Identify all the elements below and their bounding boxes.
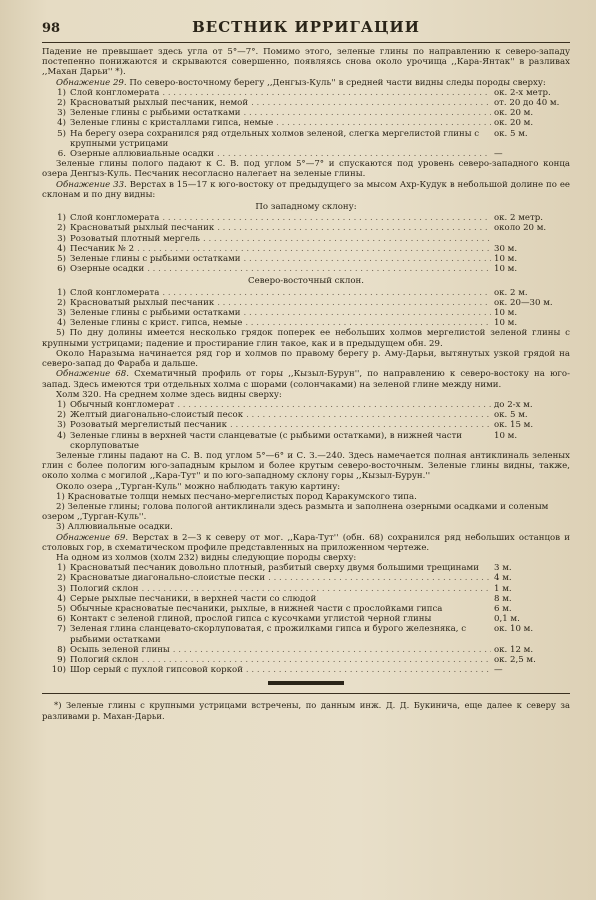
section-row <box>42 244 570 254</box>
section-row <box>42 318 570 328</box>
row-thickness: ок. 15 м. <box>494 420 534 431</box>
row-number: 4) <box>57 243 66 254</box>
intro-paragraph: Падение не превышает здесь угла от 5°—7°. Помимо этого, зеленые глины по направлению к северо-западу постепенно понижаются и скрываются совершенно, появляясь снова около урочища ,,Кара-Янтак'' в разливах ,,Махан Дарьи'' *). <box>42 47 570 78</box>
obs68-section <box>42 400 570 451</box>
row-description: Красноватый рыхлый песчаник, немой <box>70 98 249 109</box>
row-thickness: 10 м. <box>494 264 518 275</box>
row-number: 4) <box>57 118 66 129</box>
row-description: Зеленые глины с крист. гипса, немые <box>70 318 243 329</box>
dot-leader <box>137 244 491 254</box>
section-row <box>42 645 570 655</box>
row-thickness: — <box>494 149 503 160</box>
row-number: 4) <box>57 430 66 441</box>
row-number: 8) <box>57 644 66 655</box>
row-thickness: 4 м. <box>494 573 512 584</box>
section-row <box>42 624 570 644</box>
row-description: Зеленые глины с рыбьими остатками <box>70 308 241 319</box>
dot-leader <box>244 254 492 264</box>
row-thickness: до 2-х м. <box>494 399 533 410</box>
row-number: 1) <box>57 213 66 224</box>
section-row <box>42 563 570 573</box>
dot-leader <box>276 118 491 128</box>
row-thickness: около 20 м. <box>494 223 547 234</box>
section-row <box>42 431 570 451</box>
row-thickness: 10 м. <box>494 318 518 329</box>
row-description: Пологий склон <box>70 654 139 665</box>
obs29-section <box>42 88 570 159</box>
row-description: Пологий склон <box>70 583 139 594</box>
dot-leader <box>230 420 491 430</box>
row-number: 5) <box>57 128 66 139</box>
row-description: Серые рыхлые песчаники, в верхней части со слюдой <box>70 593 317 604</box>
section-row <box>42 665 570 675</box>
row-thickness: ок. 2,5 м. <box>494 654 536 665</box>
row-description: Розоватый плотный мергель <box>70 233 200 244</box>
section-row <box>42 308 570 318</box>
row-number: 3) <box>57 308 66 319</box>
section-row <box>42 223 570 233</box>
row-number: 10) <box>51 665 66 676</box>
obs69-heading <box>42 533 570 553</box>
obs33-ne-section <box>42 288 570 329</box>
row-thickness: ок. 20—30 м. <box>494 297 553 308</box>
row-description: Зеленые глины с рыбьими остатками <box>70 108 241 119</box>
section-row <box>42 420 570 430</box>
turgan-item: 1) Красноватые толщи немых песчано-мергелистых пород Каракумского типа. <box>56 491 417 502</box>
row-number: 1) <box>57 287 66 298</box>
section-row <box>42 655 570 665</box>
dot-leader <box>142 584 491 594</box>
row-number: 7) <box>57 624 66 635</box>
row-thickness: 30 м. <box>494 243 518 254</box>
row-thickness: 3 м. <box>494 563 512 574</box>
row-number: 2) <box>57 410 66 421</box>
row-thickness: ок. 12 м. <box>494 644 534 655</box>
row-description: Зеленые глины с рыбьими остатками <box>70 254 241 265</box>
row-number: 4) <box>57 593 66 604</box>
dot-leader <box>147 264 491 274</box>
obs68-heading <box>42 369 570 389</box>
obs33-west-section <box>42 213 570 274</box>
obs29-text: По северо-восточному берегу ,,Денгыз-Куль'' в средней части видны следы породы сверху: <box>129 77 546 88</box>
row-thickness: от. 20 до 40 м. <box>494 98 560 109</box>
obs68-text: Схематичный профиль от горы ,,Кызыл-Бурун'', по направлению к северо-востоку на юго-запад. Здесь имеются три отдельных холма с шорами (солончаками) на зеленой глине между ними. <box>42 369 571 390</box>
row-thickness: ок. 2 м. <box>494 287 528 298</box>
row-number: 3) <box>57 420 66 431</box>
row-number: 2) <box>57 573 66 584</box>
row-number: 3) <box>57 583 66 594</box>
row-thickness: ок. 2 метр. <box>494 213 543 224</box>
row-description: Контакт с зеленой глиной, прослой гипса с кусочками углистой черной глины <box>70 614 432 625</box>
row-number: 3) <box>57 108 66 119</box>
row-number: 1) <box>57 87 66 98</box>
section-row <box>42 410 570 420</box>
row-description: Зеленая глина сланцевато-скорлуповатая, с прожилками гипса и бурого железняка, с рыбьими остатками <box>70 624 467 645</box>
row-number: 2) <box>57 98 66 109</box>
section-row <box>42 98 570 108</box>
dot-leader <box>162 88 491 98</box>
narazym-paragraph: Около Наразыма начинается ряд гор и холмов по правому берегу р. Аму-Дарьи, вытянутых узкой грядой на северо-запад до Фараба и дальше. <box>42 348 570 370</box>
dot-leader <box>245 318 491 328</box>
row-description: Осыпь зеленой глины <box>70 644 170 655</box>
section-row <box>42 149 570 159</box>
dot-leader <box>162 213 491 223</box>
row-number: 9) <box>57 654 66 665</box>
row-description: Слой конгломерата <box>70 287 160 298</box>
section-row <box>42 288 570 298</box>
dot-leader <box>251 98 491 108</box>
row-description: Обычные красноватые песчаники, рыхлые, в нижней части с прослойками гипса <box>70 603 443 614</box>
obs68-hill-intro: Холм 320. На среднем холме здесь видны сверху: <box>56 389 282 400</box>
row-thickness: — <box>494 665 503 676</box>
row-description: Розоватый мергелистый песчаник <box>70 420 228 431</box>
dot-leader <box>244 308 492 318</box>
section-row <box>42 400 570 410</box>
obs33-label: Обнажение 33. <box>56 179 127 190</box>
row-description: Зеленые глины с кристаллами гипса, немые <box>70 118 274 129</box>
turgan-item: 2) Зеленые глины; голова пологой антиклинали здесь размыта и заполнена озерными осадками и соленым озером ,,Турган-Куль''. <box>42 501 549 523</box>
row-thickness: 10 м. <box>494 308 518 319</box>
dot-leader <box>203 234 491 244</box>
footnote: *) Зеленые глины с крупными устрицами встречены, по данным инж. Д. Д. Букинича, еще далее к северу за разливами р. Махан-Дарьи. <box>42 693 570 720</box>
row-thickness: ок. 20 м. <box>494 118 534 129</box>
row-description: Слой конгломерата <box>70 213 160 224</box>
row-thickness: 1 м. <box>494 583 512 594</box>
row-description: Озерные аллювиальные осадки <box>70 149 214 160</box>
row-thickness: 8 м. <box>494 593 512 604</box>
section-row <box>42 108 570 118</box>
dot-leader <box>268 573 491 583</box>
row-description: Зеленые глины в верхней части сланцеватые (с рыбьими остатками), в нижней части скорлуповатые <box>70 430 463 451</box>
dot-leader <box>217 149 491 159</box>
row-thickness: ок. 2-х метр. <box>494 87 551 98</box>
section-row <box>42 118 570 128</box>
row-number: 6) <box>57 264 66 275</box>
row-description: Слой конгломерата <box>70 87 160 98</box>
row-description: На берегу озера сохранился ряд отдельных холмов зеленой, слегка мергелистой глины с крупными устрицами <box>70 128 480 149</box>
section-row <box>42 614 570 624</box>
dot-leader <box>246 665 491 675</box>
dot-leader <box>177 400 491 410</box>
section-row <box>42 584 570 594</box>
row-description: Красноватый рыхлый песчаник <box>70 297 215 308</box>
section-row <box>42 129 570 149</box>
obs29-label: Обнажение 29. <box>56 77 127 88</box>
obs33-text: Верстах в 15—17 к юго-востоку от предыдущего за мысом Ахр-Кудук в небольшой долине по ее склонам и по дну видны: <box>42 179 571 200</box>
section-row <box>42 254 570 264</box>
row-thickness: 0,1 м. <box>494 614 520 625</box>
row-thickness: 10 м. <box>494 430 518 441</box>
section-row <box>42 234 570 244</box>
row-number: 5) <box>57 603 66 614</box>
section-row <box>42 594 570 604</box>
row-number: 5) <box>57 254 66 265</box>
row-description: Желтый диагонально-слоистый песок <box>70 410 244 421</box>
obs33-heading <box>42 180 570 200</box>
running-header <box>42 18 570 43</box>
row-number: 2) <box>57 223 66 234</box>
row-number: 6. <box>57 149 66 160</box>
section-divider <box>268 681 344 685</box>
section-row <box>42 573 570 583</box>
row-number: 6) <box>57 614 66 625</box>
row-number: 1) <box>57 563 66 574</box>
turgan-intro: Около озера ,,Турган-Куль'' можно наблюдать такую картину: <box>56 481 341 492</box>
row-description: Красноватый песчаник довольно плотный, разбитый сверху двумя большими трещинами <box>70 563 479 574</box>
row-description: Шор серый с пухлой гипсовой коркой <box>70 665 243 676</box>
section-row <box>42 604 570 614</box>
section-row <box>42 298 570 308</box>
obs33-ne-note: 5) По дну долины имеется несколько грядок поперек ее небольших холмов мергелистой зеленой глины с крупными устрицами; падение и простирание глин такое, как и в предыдущем обн. 29. <box>42 328 570 349</box>
row-thickness: 6 м. <box>494 603 512 614</box>
obs29-note: Зеленые глины полого падают к С. В. под углом 5°—7° и спускаются под уровень северо-западного конца озера Денгыз-Куль. Песчаник несогласно налегает на зеленые глины. <box>42 159 570 180</box>
row-number: 2) <box>57 297 66 308</box>
row-thickness: ок. 5 м. <box>494 128 528 139</box>
journal-title: ВЕСТНИК ИРРИГАЦИИ <box>192 18 420 36</box>
obs69-hill-intro: На одном из холмов (холм 232) видны следующие породы сверху: <box>56 552 357 563</box>
obs33-ne-title: Северо-восточный склон. <box>248 276 364 287</box>
dot-leader <box>217 223 491 233</box>
obs69-section <box>42 563 570 675</box>
row-description: Песчаник № 2 <box>70 243 135 254</box>
section-row <box>42 213 570 223</box>
turgan-list <box>42 492 570 533</box>
row-description: Озерные осадки <box>70 264 145 275</box>
dot-leader <box>173 645 491 655</box>
section-row <box>42 264 570 274</box>
obs69-label: Обнажение 69. <box>56 532 129 543</box>
obs29-heading <box>42 78 570 88</box>
row-description: Красноватый рыхлый песчаник <box>70 223 215 234</box>
row-number: 3) <box>57 233 66 244</box>
row-thickness: 10 м. <box>494 254 518 265</box>
dot-leader <box>162 288 491 298</box>
dot-leader <box>142 655 491 665</box>
row-number: 1) <box>57 399 66 410</box>
dot-leader <box>246 410 491 420</box>
obs68-label: Обнажение 68. <box>56 369 129 380</box>
row-thickness: ок. 10 м. <box>494 624 534 635</box>
obs68-note: Зеленые глины падают на С. В. под углом 5°—6° и С. З.—240. Здесь намечается полная антиклиналь зеленых глин с более пологим юго-западным крылом и более крутым северо-восточным. Зеленые глины видны, также, около холма с могилой ,,Кара-Тут'' и по юго-западному склону горы ,,Кызыл-Бурун.'' <box>42 450 570 482</box>
obs69-text: Верстах в 2—3 к северу от мог. ,,Кара-Тут'' (обн. 68) сохранился ряд небольших останцов и столовых гор, в схематическом профиле представленных на приложенном чертеже. <box>42 532 571 553</box>
row-thickness: ок. 20 м. <box>494 108 534 119</box>
row-thickness: ок. 5 м. <box>494 410 528 421</box>
section-row <box>42 88 570 98</box>
dot-leader <box>244 108 492 118</box>
row-description: Красноватые диагонально-слоистые пески <box>70 573 266 584</box>
dot-leader <box>217 298 491 308</box>
row-number: 4) <box>57 318 66 329</box>
turgan-item: 3) Аллювиальные осадки. <box>56 522 173 533</box>
row-description: Обычный конгломерат <box>70 399 175 410</box>
page-number: 98 <box>42 21 61 36</box>
obs33-west-title: По западному склону: <box>255 202 357 213</box>
